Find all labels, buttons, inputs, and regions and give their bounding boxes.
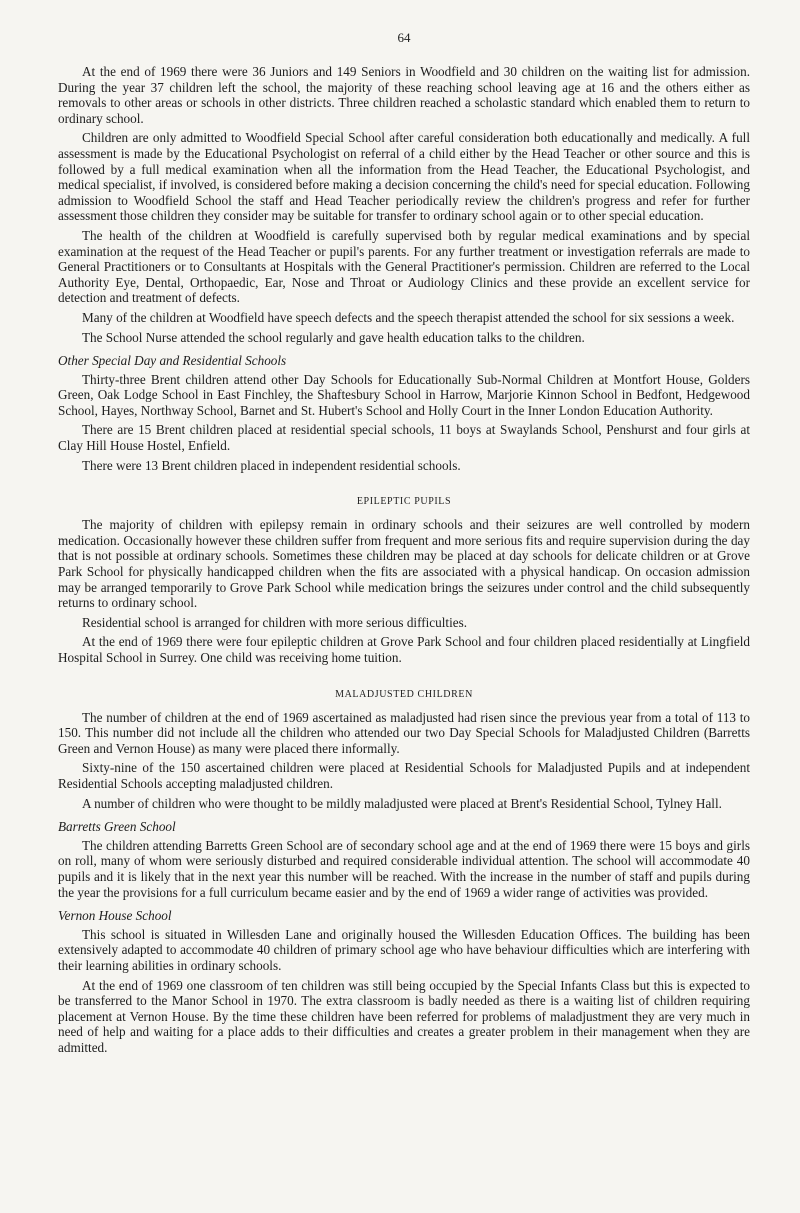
heading-epileptic-pupils: EPILEPTIC PUPILS: [356, 496, 452, 508]
paragraph-residential-placements: There are 15 Brent children placed at residential special schools, 11 boys at Swaylands School, Penshurst and four girls at Clay Hill House Hostel, Enfield.: [58, 422, 750, 454]
paragraph-barretts-green: The children attending Barretts Green School are of secondary school age and at the end of 1969 there were 15 boys and girls on roll, many of whom were seriously disturbed and required considerable individual attention. The school will accommodate 40 pupils and it is likely that in the next year this number will be reached. With the increase in the number of staff and pupils during the year the provisions for a full curriculum became easier and by the end of 1969 a wider range of activities was provided.: [58, 837, 750, 900]
paragraph-school-nurse: The School Nurse attended the school regularly and gave health education talks to the children.: [82, 329, 585, 345]
page-number: 64: [397, 30, 411, 45]
paragraph-woodfield-waiting-list: At the end of 1969 there were 36 Juniors and 149 Seniors in Woodfield and 30 children on the waiting list for admission. During the year 37 children left the school, the majority of these reaching school leaving age at 16 and the others either as removals to other areas or schools in other districts. Three children reached a scholastic standard which enabled them to return to ordinary school.: [58, 64, 750, 126]
paragraph-tylney-hall: A number of children who were thought to be mildly maladjusted were placed at Brent's Residential School, Tylney Hall.: [82, 795, 722, 811]
document-page: [58, 30, 750, 1059]
paragraph-speech-therapy: Many of the children at Woodfield have speech defects and the speech therapist attended the school for six sessions a week.: [82, 309, 735, 325]
paragraph-maladjusted-count: The number of children at the end of 1969 ascertained as maladjusted had risen since the previous year from a total of 113 to 150. This number did not include all the children who attended our two Day Special Schools for Maladjusted Children (Barretts Green and Vernon House) as many were placed there informally.: [58, 709, 750, 756]
paragraph-admission-process: Children are only admitted to Woodfield Special School after careful consideration both educationally and medically. A full assessment is made by the Educational Psychologist on referral of a child either by the Head Teacher or other source and this is followed by a full medical examination when all the information from the Head Teacher, the Educational Psychologist, and medical specialist, if involved, is considered before making a decision concerning the child's need for special education. Following admission to Woodfield School the staff and Head Teacher periodically review the children's progress and refer for further assessment those children they consider may be suitable for transfer to ordinary school again or to other special education.: [58, 130, 750, 224]
paragraph-vernon-house-building: This school is situated in Willesden Lane and originally housed the Willesden Education Offices. The building has been extensively adapted to accommodate 40 children of primary school age who have behaviour difficulties which are interfering with their learning abilities in ordinary schools.: [58, 926, 750, 973]
subheading-vernon-house: Vernon House School: [58, 908, 172, 924]
heading-maladjusted-children: MALADJUSTED CHILDREN: [335, 688, 473, 700]
paragraph-vernon-house-classroom: At the end of 1969 one classroom of ten children was still being occupied by the Special Infants Class but this is expected to be transferred to the Manor School in 1970. The extra classroom is badly needed as there is a waiting list of children requiring placement at Vernon House. By the time these children have been referred for problems of maladjustment they are very much in need of help and waiting for a place adds to their difficulties and creates a greater problem in their management when they are admitted.: [58, 977, 750, 1055]
paragraph-day-schools: Thirty-three Brent children attend other Day Schools for Educationally Sub-Normal Children at Montfort House, Golders Green, Oak Lodge School in East Finchley, the Shaftesbury School in Harrow, Marjorie Kinnon School in Bedfont, Hedgewood School, Hayes, Northway School, Barnet and St. Hubert's School and Holly Court in the Inner London Education Authority.: [58, 371, 750, 418]
subheading-other-schools: Other Special Day and Residential Schools: [58, 353, 287, 369]
subheading-barretts-green: Barretts Green School: [58, 819, 176, 835]
paragraph-maladjusted-residential: Sixty-nine of the 150 ascertained children were placed at Residential Schools for Maladjusted Pupils and at independent Residential Schools accepting maladjusted children.: [58, 760, 750, 791]
paragraph-epilepsy-numbers: At the end of 1969 there were four epileptic children at Grove Park School and four children placed residentially at Lingfield Hospital School in Surrey. One child was receiving home tuition.: [58, 634, 750, 665]
paragraph-epilepsy-overview: The majority of children with epilepsy remain in ordinary schools and their seizures are well controlled by modern medication. Occasionally however these children suffer from frequent and more serious fits and require supervision during the day that is not possible at ordinary schools. Sometimes these children may be placed at day schools for delicate children or at Grove Park School for physically handicapped children when the fits are associated with a physical handicap. On occasion admission may be arranged temporarily to Grove Park School while medication brings the seizures under control and the child subsequently returns to ordinary school.: [58, 517, 750, 611]
paragraph-health-supervision: The health of the children at Woodfield is carefully supervised both by regular medical examinations and by special examination at the request of the Head Teacher or pupil's parents. For any further treatment or investigation referrals are made to General Practitioners or to Consultants at Hospitals with the General Practitioner's permission. Children are referred to the Local Authority Eye, Dental, Orthopaedic, Ear, Nose and Throat or Audiology Clinics and these provide an excellent service for detection and treatment of defects.: [58, 227, 750, 306]
paragraph-epilepsy-residential: Residential school is arranged for children with more serious difficulties.: [82, 614, 468, 630]
paragraph-independent-schools: There were 13 Brent children placed in independent residential schools.: [82, 457, 461, 473]
